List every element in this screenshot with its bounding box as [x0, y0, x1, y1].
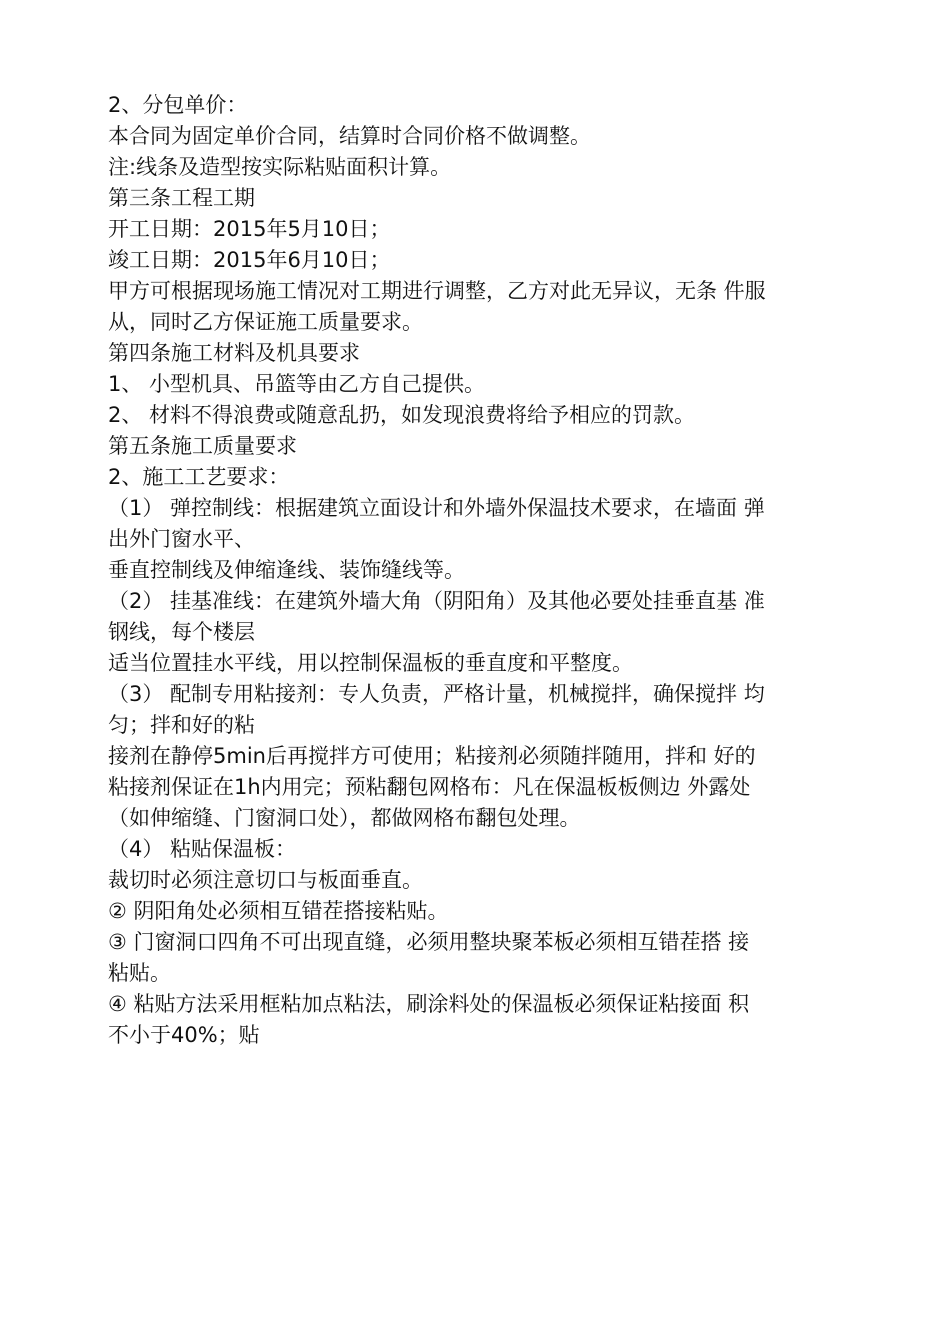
text-line-30: ④ 粘贴方法采用框粘加点粘法，刷涂料处的保温板必须保证粘接面 积 — [108, 992, 750, 1016]
text-line-17: （2） 挂基准线：在建筑外墙大角（阴阳角）及其他必要处挂垂直基 准 — [108, 589, 765, 613]
text-line-2: 本合同为固定单价合同，结算时合同价格不做调整。 — [108, 124, 591, 148]
document-page — [108, 90, 858, 1051]
text-line-25: （4） 粘贴保温板： — [108, 837, 297, 861]
text-line-6: 竣工日期：2015年6月10日； — [108, 248, 391, 272]
text-line-14: （1） 弹控制线：根据建筑立面设计和外墙外保温技术要求，在墙面 弹 — [108, 496, 765, 520]
text-line-5: 开工日期：2015年5月10日； — [108, 217, 391, 241]
text-line-3: 注:线条及造型按实际粘贴面积计算。 — [108, 155, 452, 179]
section-heading-5: 第五条施工质量要求 — [108, 434, 297, 458]
text-line-8: 从，同时乙方保证施工质量要求。 — [108, 310, 423, 334]
text-line-10: 1、 小型机具、吊篮等由乙方自己提供。 — [108, 372, 486, 396]
text-line-21: 匀；拌和好的粘 — [108, 713, 255, 737]
text-line-26: 裁切时必须注意切口与板面垂直。 — [108, 868, 423, 892]
text-line-19: 适当位置挂水平线，用以控制保温板的垂直度和平整度。 — [108, 651, 633, 675]
text-line-11: 2、 材料不得浪费或随意乱扔，如发现浪费将给予相应的罚款。 — [108, 403, 696, 427]
text-line-1: 2、分包单价： — [108, 93, 248, 117]
text-line-15: 出外门窗水平、 — [108, 527, 255, 551]
text-line-31: 不小于40%；贴 — [108, 1023, 260, 1047]
text-line-27: ② 阴阳角处必须相互错茬搭接粘贴。 — [108, 899, 449, 923]
text-line-20: （3） 配制专用粘接剂：专人负责，严格计量，机械搅拌，确保搅拌 均 — [108, 682, 765, 706]
text-line-29: 粘贴。 — [108, 961, 171, 985]
text-line-23: 粘接剂保证在1h内用完；预粘翻包网格布：凡在保温板板侧边 外露处 — [108, 775, 751, 799]
section-heading-4: 第四条施工材料及机具要求 — [108, 341, 360, 365]
text-line-13: 2、施工工艺要求： — [108, 465, 290, 489]
text-line-16: 垂直控制线及伸缩逢线、装饰缝线等。 — [108, 558, 465, 582]
text-line-7: 甲方可根据现场施工情况对工期进行调整，乙方对此无异议，无条 件服 — [108, 279, 766, 303]
text-line-24: （如伸缩缝、门窗洞口处），都做网格布翻包处理。 — [108, 806, 581, 830]
text-line-18: 钢线，每个楼层 — [108, 620, 255, 644]
section-heading-3: 第三条工程工期 — [108, 186, 255, 210]
text-line-28: ③ 门窗洞口四角不可出现直缝，必须用整块聚苯板必须相互错茬搭 接 — [108, 930, 750, 954]
text-line-22: 接剂在静停5min后再搅拌方可使用；粘接剂必须随拌随用，拌和 好的 — [108, 744, 756, 768]
